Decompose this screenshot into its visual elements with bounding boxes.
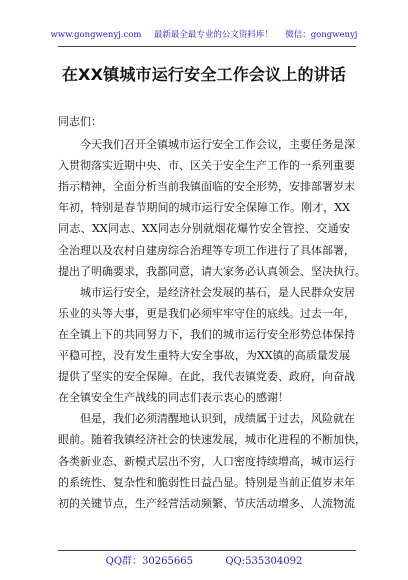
paragraph-line: 提供了坚实的安全保障。在此，我代表镇党委、政府，向奋战: [58, 370, 355, 384]
paragraph-line: 在全镇上下的共同努力下，我们的城市运行安全形势总体保持: [58, 327, 355, 341]
paragraph-line: 全治理以及农村自建房综合治理等专项工作进行了具体部署，: [58, 243, 355, 257]
paragraph-line: 指示精神，全面分析当前我镇面临的安全形势，安排部署岁末: [58, 180, 355, 194]
footer-qq-group: QQ群：30265665: [105, 556, 193, 567]
paragraph-line: 在全镇安全生产战线的同志们表示衷心的感谢！: [58, 391, 289, 405]
paragraph-line: 各类新业态、新模式层出不穷，人口密度持续增高，城市运行: [58, 454, 355, 468]
paragraph-3: [58, 408, 366, 513]
paragraph-line: 平稳可控，没有发生重特大安全事故，为XX镇的高质量发展: [58, 349, 350, 363]
paragraph-1: [58, 134, 366, 282]
paragraph-line: 眼前。随着我镇经济社会的快速发展，城市化进程的不断加快，: [58, 433, 366, 447]
paragraph-line: 乐业的头等大事，更是我们必须牢牢守住的底线。过去一年，: [58, 306, 355, 320]
paragraph-line: 年初，特别是春节期间的城市运行安全保障工作。刚才，XX: [58, 201, 350, 215]
paragraph-line: 的系统性、复杂性和脆弱性日益凸显。特别是当前正值岁末年: [58, 475, 355, 489]
paragraph-line: 入贯彻落实近期中央、市、区关于安全生产工作的一系列重要: [58, 159, 355, 173]
paragraph-line: 今天我们召开全镇城市运行安全工作会议，主要任务是深: [80, 138, 355, 152]
header-divider: [58, 46, 356, 47]
header-site-link[interactable]: www.gongwenyj.com: [50, 30, 142, 40]
document-body: [58, 111, 366, 514]
header-slogan: 最新最全最专业的公文资料库！: [153, 30, 273, 40]
page-header: [0, 29, 408, 41]
paragraph-line: 城市运行安全，是经济社会发展的基石，是人民群众安居: [80, 285, 355, 299]
paragraph-line: 但是，我们必须清醒地认识到，成绩属于过去，风险就在: [80, 412, 355, 426]
paragraph-line: 初的关键节点，生产经营活动频繁、节庆活动增多、人流物流: [58, 496, 355, 510]
footer-divider: [58, 550, 356, 551]
paragraph-line: 提出了明确要求，我都同意，请大家务必认真领会、坚决执行。: [58, 264, 366, 278]
page-footer: [0, 555, 408, 569]
greeting: 同志们：: [58, 115, 102, 128]
paragraph-line: 同志、XX同志、XX同志分别就烟花爆竹安全管控、交通安: [58, 222, 350, 236]
document-title: 在XX镇城市运行安全工作会议上的讲话: [61, 65, 347, 84]
footer-qq: QQ:535304092: [225, 556, 303, 567]
header-wechat: 微信：gongwenyj: [285, 30, 358, 40]
paragraph-2: [58, 282, 355, 409]
